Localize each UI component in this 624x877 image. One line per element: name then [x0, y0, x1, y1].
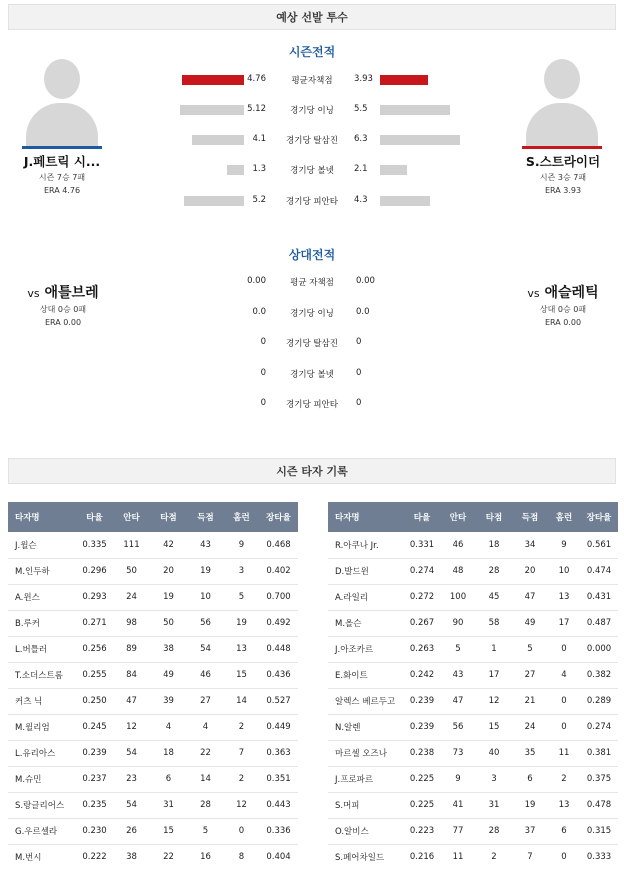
table-cell: 56 [440, 714, 476, 740]
season-stat-row [0, 133, 624, 147]
left-vs-stat-value: 0.00 [247, 276, 266, 286]
table-cell: 0.222 [82, 852, 107, 863]
table-cell: 4 [548, 662, 580, 688]
table-cell: 50 [113, 558, 150, 584]
vs-stat-label: 경기당 탈삼진 [286, 339, 338, 349]
table-cell: 0.296 [76, 558, 113, 584]
column-header[interactable]: 장타율 [259, 502, 298, 532]
right-vs-stat-value: 0.0 [356, 307, 370, 317]
table-cell: 0.561 [580, 532, 618, 558]
table-cell: 0.700 [259, 584, 298, 610]
right-stat-bar [380, 165, 407, 175]
starting-pitchers-title: 예상 선발 투수 [276, 11, 348, 24]
versus-stat-row [0, 337, 624, 351]
table-cell: 48 [440, 558, 476, 584]
table-cell: 5 [440, 636, 476, 662]
right-stat-bar [380, 75, 428, 85]
table-cell: 0 [561, 852, 567, 863]
table-cell: 21 [512, 688, 548, 714]
left-vs-stat-value: 0 [260, 368, 266, 378]
batter-name[interactable]: M.인두하 [8, 558, 76, 584]
table-row [8, 844, 298, 870]
table-cell: 0.331 [404, 532, 440, 558]
batter-name[interactable]: D.발드윈 [328, 558, 404, 584]
table-cell: 0.449 [259, 714, 298, 740]
table-cell: 0.363 [259, 740, 298, 766]
table-cell: 24 [512, 714, 548, 740]
table-cell: 54 [113, 740, 150, 766]
table-cell: 20 [150, 558, 187, 584]
batting-records-header [8, 458, 616, 484]
table-cell: 0.256 [76, 636, 113, 662]
table-cell: 0.375 [580, 766, 618, 792]
batter-name[interactable]: M.슈민 [8, 766, 76, 792]
left-vs-label: vs [27, 287, 40, 300]
table-cell: 28 [187, 792, 224, 818]
table-cell: 45 [476, 584, 512, 610]
table-cell: 14 [187, 766, 224, 792]
table-cell: 20 [512, 558, 548, 584]
table-cell: 0.239 [76, 740, 113, 766]
table-cell: 15 [150, 818, 187, 844]
table-cell: 28 [476, 818, 512, 844]
table-cell: 77 [440, 818, 476, 844]
table-cell: 0.272 [404, 584, 440, 610]
starting-pitchers-header [8, 4, 616, 30]
column-header[interactable]: 타점 [150, 502, 187, 532]
table-row [8, 610, 298, 636]
table-cell: 0.404 [266, 852, 291, 863]
table-cell: 7 [224, 740, 259, 766]
table-cell: 37 [512, 818, 548, 844]
table-cell: 47 [512, 584, 548, 610]
table-cell: 0.237 [76, 766, 113, 792]
table-cell: 4 [150, 714, 187, 740]
table-cell: 8 [238, 852, 245, 863]
left-pitcher-name[interactable]: J.페트릭 시... [23, 154, 101, 169]
table-row [328, 532, 618, 558]
table-cell: 58 [476, 610, 512, 636]
left-stat-value: 4.1 [252, 134, 266, 144]
right-stat-bar [380, 135, 460, 145]
table-cell: 0.492 [259, 610, 298, 636]
table-cell: 47 [440, 688, 476, 714]
table-cell: 3 [224, 558, 259, 584]
table-cell: 0.238 [404, 740, 440, 766]
table-cell: 17 [548, 610, 580, 636]
batting-records-title: 시즌 타자 기록 [276, 465, 348, 478]
table-cell: 6 [150, 766, 187, 792]
right-pitcher-era: ERA 3.93 [544, 186, 582, 195]
table-cell: 22 [187, 740, 224, 766]
table-cell: 38 [150, 636, 187, 662]
table-cell: 0 [548, 714, 580, 740]
batter-name[interactable]: L.유리아스 [8, 740, 76, 766]
table-row [328, 714, 618, 740]
table-cell: 6 [512, 766, 548, 792]
left-vs-stat-value: 0 [260, 398, 266, 408]
batter-name[interactable]: A.윈스 [8, 584, 76, 610]
table-cell: 9 [224, 532, 259, 558]
table-row [8, 688, 298, 714]
table-cell: 41 [440, 792, 476, 818]
table-cell: 13 [548, 584, 580, 610]
left-stat-value: 5.2 [252, 195, 266, 205]
table-row [328, 558, 618, 584]
table-cell: 14 [224, 688, 259, 714]
table-cell: 2 [224, 714, 259, 740]
right-vs-team-name: 애슬레틱 [544, 285, 599, 301]
left-stat-value: 5.12 [247, 104, 266, 114]
table-cell: 0 [548, 688, 580, 714]
table-cell: 15 [224, 662, 259, 688]
table-cell: 0.274 [580, 714, 618, 740]
right-vs-stat-value: 0.00 [356, 276, 375, 286]
table-cell: 5 [512, 636, 548, 662]
batter-name[interactable]: J.윌슨 [8, 532, 76, 558]
table-cell: 2 [491, 852, 497, 863]
season-stat-row [0, 103, 624, 117]
table-cell: 35 [512, 740, 548, 766]
table-cell: 18 [476, 532, 512, 558]
table-cell: 31 [476, 792, 512, 818]
left-stat-value: 4.76 [247, 74, 266, 84]
table-cell: 98 [113, 610, 150, 636]
table-cell: 50 [150, 610, 187, 636]
table-cell: 19 [224, 610, 259, 636]
right-pitcher-name[interactable]: S.스트라이더 [525, 154, 601, 169]
batter-name[interactable]: B.루커 [8, 610, 76, 636]
left-stat-value: 1.3 [252, 164, 266, 174]
table-row [8, 662, 298, 688]
versus-stat-row [0, 368, 624, 382]
batter-name[interactable]: J.아조카르 [328, 636, 404, 662]
batter-name[interactable]: M.올슨 [328, 610, 404, 636]
table-cell: 2 [224, 766, 259, 792]
right-vs-stat-value: 0 [356, 398, 362, 408]
left-vs-team-name: 애틀브레 [44, 285, 99, 301]
table-cell: 28 [476, 558, 512, 584]
left-batting-header-row [8, 502, 298, 532]
left-pitcher-era: ERA 4.76 [43, 186, 81, 195]
vs-stat-label: 경기당 이닝 [290, 309, 334, 319]
table-cell: 73 [440, 740, 476, 766]
table-cell: 0.448 [259, 636, 298, 662]
right-vs-record: 상대 0승 0패 [539, 305, 587, 314]
table-cell: 18 [150, 740, 187, 766]
table-row [8, 740, 298, 766]
season-stat-row [0, 73, 624, 87]
column-header[interactable]: 안타 [440, 502, 476, 532]
table-row [328, 766, 618, 792]
table-cell: 0.216 [409, 852, 435, 863]
batter-name[interactable]: R.아쿠나 Jr. [328, 532, 404, 558]
table-cell: 111 [113, 532, 150, 558]
right-vs-stat-value: 0 [356, 368, 362, 378]
table-cell: 100 [440, 584, 476, 610]
stat-label: 경기당 이닝 [290, 106, 334, 116]
season-record-title: 시즌전적 [288, 45, 336, 59]
batter-name[interactable]: S.머피 [328, 792, 404, 818]
left-vs-stat-value: 0.0 [252, 307, 266, 317]
table-cell: 11 [452, 852, 464, 863]
versus-stat-row [0, 276, 624, 290]
table-cell: 10 [187, 584, 224, 610]
table-cell: 56 [187, 610, 224, 636]
table-row [8, 584, 298, 610]
table-cell: 0.335 [76, 532, 113, 558]
table-cell: 0 [548, 636, 580, 662]
column-header[interactable]: 타자명 [328, 502, 404, 532]
table-cell: 19 [150, 584, 187, 610]
stat-label: 경기당 볼넷 [290, 166, 334, 176]
table-row [8, 766, 298, 792]
table-cell: 43 [440, 662, 476, 688]
table-cell: 0.443 [259, 792, 298, 818]
table-cell: 0.293 [76, 584, 113, 610]
table-row [328, 662, 618, 688]
table-cell: 84 [113, 662, 150, 688]
table-cell: 89 [113, 636, 150, 662]
versus-stat-row [0, 307, 624, 321]
column-header[interactable]: 홈런 [224, 502, 259, 532]
batter-name[interactable]: J.프로파르 [328, 766, 404, 792]
batter-name[interactable]: O.알비스 [328, 818, 404, 844]
batter-name[interactable]: E.화이트 [328, 662, 404, 688]
table-cell: 0.351 [259, 766, 298, 792]
table-cell: 13 [548, 792, 580, 818]
table-cell: 39 [150, 688, 187, 714]
table-cell: 31 [150, 792, 187, 818]
right-pitcher-record: 시즌 3승 7패 [539, 173, 587, 182]
table-cell: 0.478 [580, 792, 618, 818]
table-cell: 0.468 [259, 532, 298, 558]
table-row [8, 818, 298, 844]
table-cell: 0.225 [404, 792, 440, 818]
versus-stat-row [0, 398, 624, 412]
batter-name[interactable]: S.페어차일드 [335, 853, 385, 864]
table-cell: 1 [476, 636, 512, 662]
table-cell: 0.242 [404, 662, 440, 688]
table-cell: 0.336 [259, 818, 298, 844]
table-row [328, 818, 618, 844]
table-cell: 49 [512, 610, 548, 636]
table-cell: 0.289 [580, 688, 618, 714]
table-cell: 5 [224, 584, 259, 610]
batter-name[interactable]: M.번시 [15, 853, 42, 864]
table-cell: 0.239 [404, 688, 440, 714]
table-cell: 15 [476, 714, 512, 740]
table-cell: 0.271 [76, 610, 113, 636]
table-cell: 12 [113, 714, 150, 740]
right-stat-value: 3.93 [354, 74, 373, 84]
table-row [328, 584, 618, 610]
table-cell: 43 [187, 532, 224, 558]
table-cell: 26 [113, 818, 150, 844]
table-cell: 6 [548, 818, 580, 844]
table-cell: 10 [548, 558, 580, 584]
table-cell: 16 [200, 852, 211, 863]
table-cell: 5 [187, 818, 224, 844]
column-header[interactable]: 타율 [76, 502, 113, 532]
batter-name[interactable]: 커츠 닉 [8, 688, 76, 714]
table-row [8, 714, 298, 740]
table-cell: 17 [476, 662, 512, 688]
table-cell: 0.474 [580, 558, 618, 584]
table-row [8, 558, 298, 584]
table-cell: 90 [440, 610, 476, 636]
column-header[interactable]: 홈런 [548, 502, 580, 532]
table-cell: 0.223 [404, 818, 440, 844]
batter-name[interactable]: 알렉스 베르두고 [328, 688, 404, 714]
left-vs-record: 상대 0승 0패 [39, 305, 87, 314]
vs-stat-label: 경기당 볼넷 [290, 370, 334, 380]
table-cell: 0.239 [404, 714, 440, 740]
table-cell: 0.245 [76, 714, 113, 740]
table-cell: 42 [150, 532, 187, 558]
table-cell: 38 [126, 852, 137, 863]
table-row [328, 636, 618, 662]
table-cell: 27 [187, 688, 224, 714]
season-stat-row [0, 194, 624, 208]
table-row [328, 792, 618, 818]
batter-name[interactable]: M.윌리엄 [8, 714, 76, 740]
table-row [328, 844, 618, 870]
table-cell: 4 [187, 714, 224, 740]
table-cell: 0.000 [580, 636, 618, 662]
column-header[interactable]: 득점 [187, 502, 224, 532]
left-pitcher-record: 시즌 7승 7패 [38, 173, 86, 182]
right-batting-header-row [328, 502, 618, 532]
right-stat-value: 4.3 [354, 195, 368, 205]
right-batting-table [328, 502, 618, 870]
table-row [8, 792, 298, 818]
column-header[interactable]: 득점 [512, 502, 548, 532]
table-row [8, 532, 298, 558]
versus-record-title: 상대전적 [288, 248, 336, 262]
table-cell: 0.267 [404, 610, 440, 636]
table-cell: 54 [187, 636, 224, 662]
batter-name[interactable]: T.소더스트롬 [8, 662, 76, 688]
table-cell: 0.402 [259, 558, 298, 584]
batter-name[interactable]: S.랑글리어스 [8, 792, 76, 818]
table-cell: 12 [476, 688, 512, 714]
table-cell: 23 [113, 766, 150, 792]
table-cell: 0 [224, 818, 259, 844]
column-header[interactable]: 타율 [404, 502, 440, 532]
stat-label: 경기당 피안타 [286, 197, 338, 207]
table-cell: 11 [548, 740, 580, 766]
table-cell: 0.487 [580, 610, 618, 636]
vs-stat-label: 평균 자책점 [290, 278, 334, 288]
left-batting-table [8, 502, 298, 870]
table-cell: 0.436 [259, 662, 298, 688]
batter-name[interactable]: A.라일리 [328, 584, 404, 610]
batter-name[interactable]: G.우르셀라 [8, 818, 76, 844]
table-cell: 49 [150, 662, 187, 688]
table-cell: 0.381 [580, 740, 618, 766]
table-row [8, 636, 298, 662]
right-stat-value: 6.3 [354, 134, 368, 144]
table-cell: 19 [187, 558, 224, 584]
table-cell: 12 [224, 792, 259, 818]
table-cell: 40 [476, 740, 512, 766]
batter-name[interactable]: 마르셀 오즈나 [328, 740, 404, 766]
table-cell: 13 [224, 636, 259, 662]
table-cell: 46 [187, 662, 224, 688]
batter-name[interactable]: N.알렌 [328, 714, 404, 740]
table-cell: 27 [512, 662, 548, 688]
table-cell: 0.333 [586, 852, 612, 863]
right-stat-bar [380, 196, 430, 206]
table-cell: 0.225 [404, 766, 440, 792]
table-row [328, 740, 618, 766]
table-cell: 34 [512, 532, 548, 558]
table-cell: 0.274 [404, 558, 440, 584]
table-cell: 24 [113, 584, 150, 610]
table-cell: 0.263 [404, 636, 440, 662]
table-cell: 0.235 [76, 792, 113, 818]
left-vs-stat-value: 0 [260, 337, 266, 347]
table-cell: 0.255 [76, 662, 113, 688]
column-header[interactable]: 타점 [476, 502, 512, 532]
table-cell: 0.382 [580, 662, 618, 688]
right-vs-stat-value: 0 [356, 337, 362, 347]
table-cell: 9 [548, 532, 580, 558]
batter-name[interactable]: L.버틀러 [8, 636, 76, 662]
column-header[interactable]: 안타 [113, 502, 150, 532]
table-cell: 2 [548, 766, 580, 792]
stat-label: 평균자책점 [291, 76, 333, 86]
right-vs-label: vs [527, 287, 540, 300]
left-vs-era: ERA 0.00 [44, 318, 82, 327]
right-vs-era: ERA 0.00 [544, 318, 582, 327]
vs-stat-label: 경기당 피안타 [286, 400, 338, 410]
table-cell: 22 [163, 852, 174, 863]
table-cell: 54 [113, 792, 150, 818]
table-row [328, 688, 618, 714]
column-header[interactable]: 장타율 [580, 502, 618, 532]
table-cell: 3 [476, 766, 512, 792]
table-cell: 0.250 [76, 688, 113, 714]
stat-label: 경기당 탈삼진 [286, 136, 338, 146]
table-cell: 46 [440, 532, 476, 558]
table-cell: 0.431 [580, 584, 618, 610]
table-row [328, 610, 618, 636]
right-stat-bar [380, 105, 450, 115]
table-cell: 19 [512, 792, 548, 818]
season-stat-row [0, 163, 624, 177]
table-cell: 0.527 [259, 688, 298, 714]
table-cell: 9 [440, 766, 476, 792]
table-cell: 0.315 [580, 818, 618, 844]
right-stat-value: 2.1 [354, 164, 368, 174]
column-header[interactable]: 타자명 [8, 502, 76, 532]
table-cell: 0.230 [76, 818, 113, 844]
right-stat-value: 5.5 [354, 104, 368, 114]
table-cell: 47 [113, 688, 150, 714]
table-cell: 7 [527, 852, 533, 863]
